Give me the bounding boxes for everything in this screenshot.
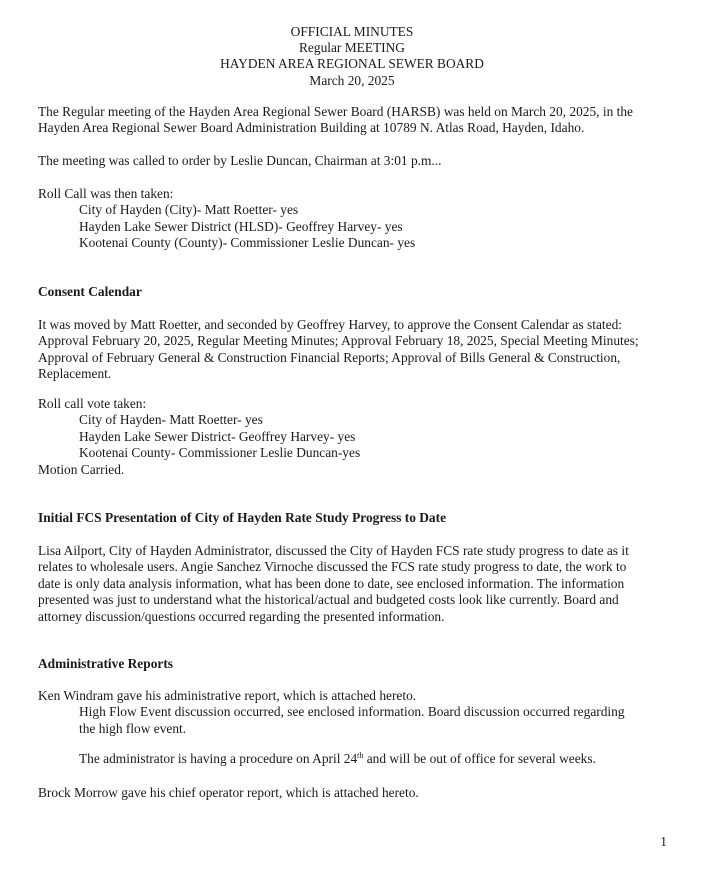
header-board-name: HAYDEN AREA REGIONAL SEWER BOARD xyxy=(220,56,484,72)
call-to-order xyxy=(38,153,672,169)
fcs-heading: Initial FCS Presentation of City of Hayden Rate Study Progress to Date xyxy=(38,510,447,525)
procedure-text: The administrator is having a procedure on April 24 xyxy=(79,751,358,766)
consent-paragraph xyxy=(38,317,672,383)
procedure-line xyxy=(38,751,672,767)
intro-line: Hayden Area Regional Sewer Board Administration Building at 10789 N. Atlas Road, Hayden, Idaho. xyxy=(38,120,585,136)
intro-line: The Regular meeting of the Hayden Area Regional Sewer Board (HARSB) was held on March 20, 2025, in the xyxy=(38,104,633,119)
fcs-line: presented was just to understand what the historical/actual and budgeted costs look like currently. Board and xyxy=(38,592,619,608)
roll-call-title: Roll Call was then taken: xyxy=(38,186,174,201)
procedure-ordinal: th xyxy=(357,751,364,760)
chief-operator-note xyxy=(38,785,672,801)
admin-heading: Administrative Reports xyxy=(38,656,174,671)
consent-line: Approval of February General & Construction Financial Reports; Approval of Bills General & Construction, xyxy=(38,349,621,365)
page-number: 1 xyxy=(660,834,667,849)
consent-line: Replacement. xyxy=(38,366,112,382)
vote-entry: City of Hayden- Matt Roetter- yes xyxy=(79,412,263,428)
chief-operator-line: Brock Morrow gave his chief operator report, which is attached hereto. xyxy=(38,785,419,800)
fcs-paragraph xyxy=(38,543,672,625)
admin-section xyxy=(38,688,672,737)
roll-call-member: Hayden Lake Sewer District (HLSD)- Geoffrey Harvey- yes xyxy=(79,218,403,234)
procedure-text-end: and will be out of office for several weeks. xyxy=(363,751,596,766)
vote-entry: Hayden Lake Sewer District- Geoffrey Harvey- yes xyxy=(79,428,356,444)
document-header xyxy=(0,24,704,89)
header-meeting-type: Regular MEETING xyxy=(299,40,405,56)
consent-heading: Consent Calendar xyxy=(38,284,142,299)
fcs-line: relates to wholesale users. Angie Sanchez Virnoche discussed the FCS rate study progress to date, the work to xyxy=(38,559,627,575)
fcs-line: date is only data analysis information, what has been done to date, see enclosed information. The information xyxy=(38,575,625,591)
admin-report-line: Ken Windram gave his administrative report, which is attached hereto. xyxy=(38,688,417,703)
consent-line: It was moved by Matt Roetter, and seconded by Geoffrey Harvey, to approve the Consent Calendar as stated: xyxy=(38,317,623,332)
consent-line: Approval February 20, 2025, Regular Meeting Minutes; Approval February 18, 2025, Special Meeting Minutes; xyxy=(38,333,639,349)
call-to-order-text: The meeting was called to order by Leslie Duncan, Chairman at 3:01 p.m... xyxy=(38,153,442,168)
roll-call-section xyxy=(38,186,672,252)
vote-entry: Kootenai County- Commissioner Leslie Duncan-yes xyxy=(79,445,361,461)
header-title: OFFICIAL MINUTES xyxy=(290,24,414,39)
roll-call-member: Kootenai County (County)- Commissioner Leslie Duncan- yes xyxy=(79,235,416,251)
high-flow-line: the high flow event. xyxy=(79,720,187,736)
fcs-line: Lisa Ailport, City of Hayden Administrator, discussed the City of Hayden FCS rate study progress to date as it xyxy=(38,543,629,558)
high-flow-line: High Flow Event discussion occurred, see enclosed information. Board discussion occurred regarding xyxy=(79,704,625,720)
header-date: March 20, 2025 xyxy=(309,72,395,88)
vote-title: Roll call vote taken: xyxy=(38,396,147,411)
fcs-line: attorney discussion/questions occurred regarding the presented information. xyxy=(38,608,445,624)
motion-result: Motion Carried. xyxy=(38,461,125,477)
intro-paragraph xyxy=(38,104,672,137)
procedure-note xyxy=(38,751,672,767)
consent-vote-section xyxy=(38,396,672,478)
roll-call-member: City of Hayden (City)- Matt Roetter- yes xyxy=(79,202,299,218)
